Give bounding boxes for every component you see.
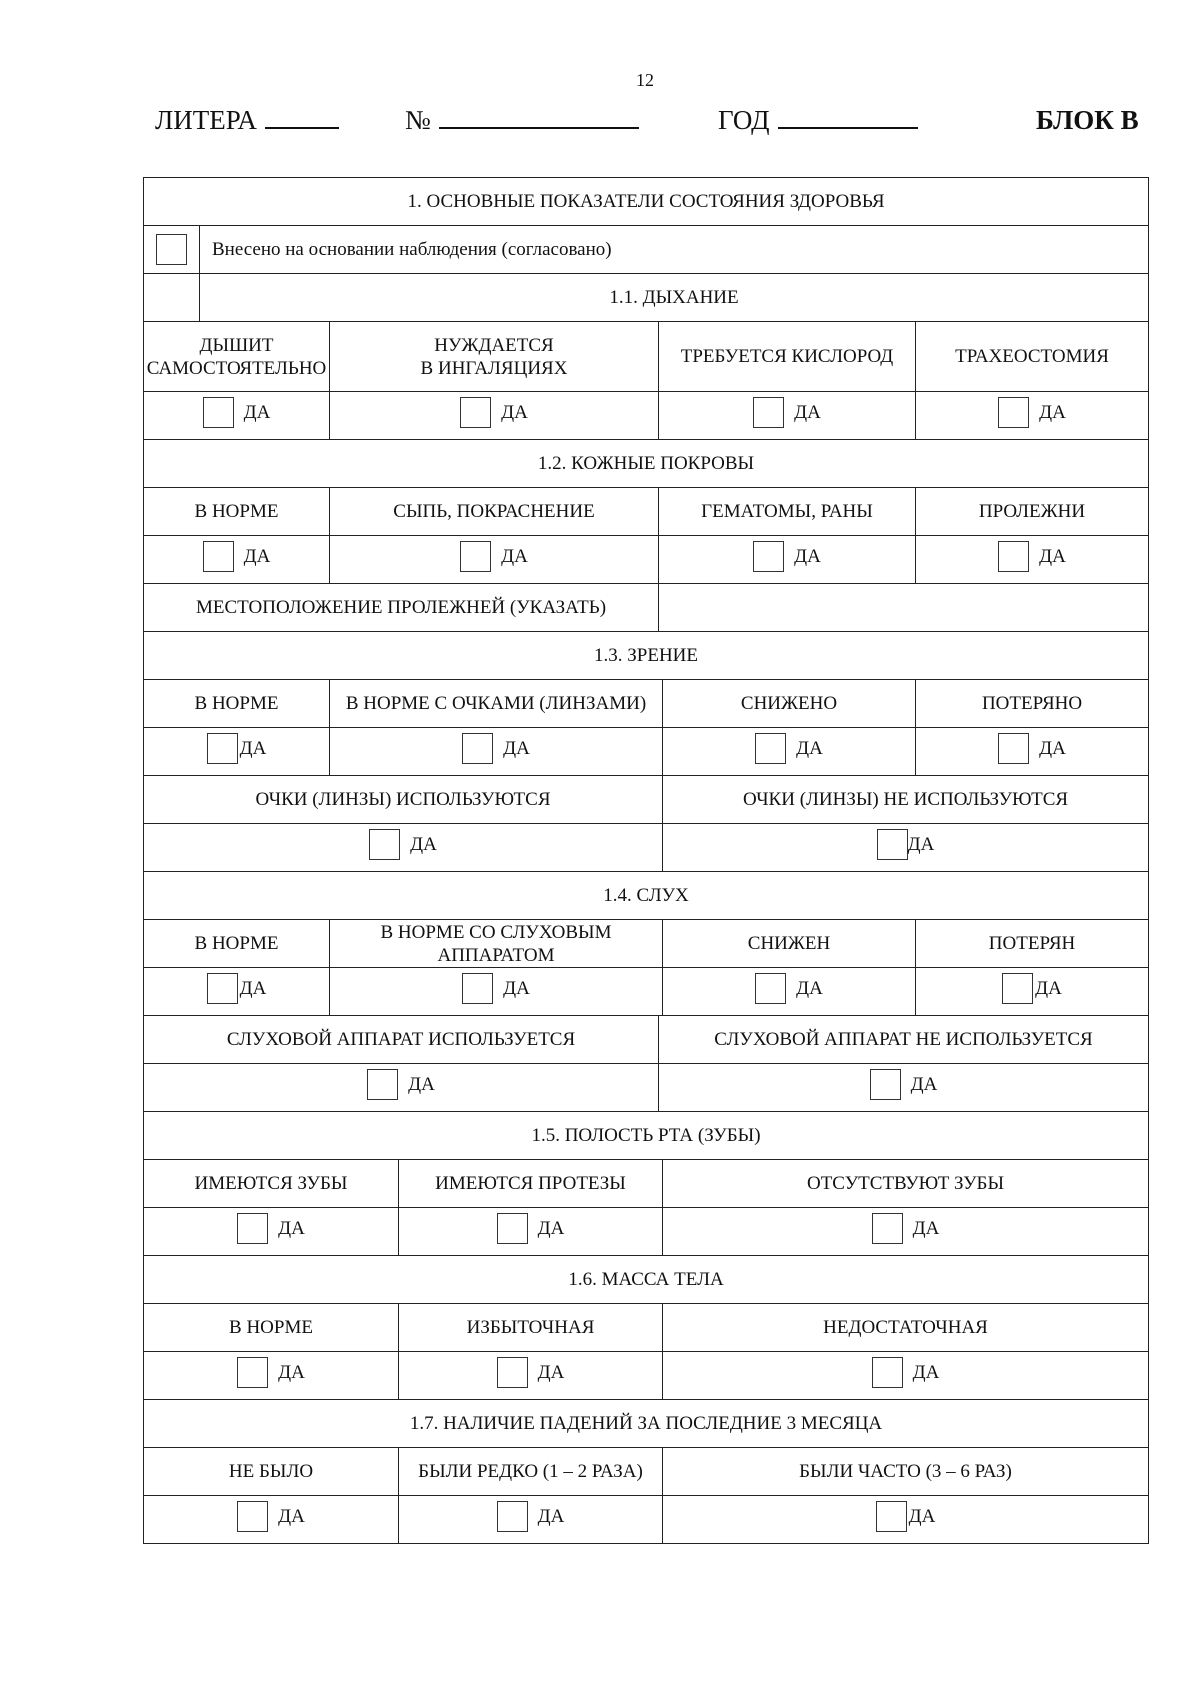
checkbox[interactable]: [237, 1357, 268, 1388]
skin-title-row: [144, 440, 1149, 488]
vision-title: 1.3. ЗРЕНИЕ: [144, 632, 1149, 680]
mouth-title-row: [144, 1112, 1149, 1160]
checkbox[interactable]: [367, 1069, 398, 1100]
checkbox[interactable]: [460, 397, 491, 428]
breathing-yes-self: ДА: [144, 392, 330, 440]
checkbox[interactable]: [203, 397, 234, 428]
weight-option-normal: В НОРМЕ: [144, 1304, 399, 1352]
breathing-yes-inhalation: ДА: [330, 392, 659, 440]
mouth-option-dentures: ИМЕЮТСЯ ПРОТЕЗЫ: [399, 1160, 663, 1208]
breathing-yes-tracheostomy: ДА: [916, 392, 1149, 440]
glasses-not-used-label: ОЧКИ (ЛИНЗЫ) НЕ ИСПОЛЬЗУЮТСЯ: [663, 776, 1149, 824]
mouth-yes-teeth: ДА: [144, 1208, 399, 1256]
falls-yes-none: ДА: [144, 1496, 399, 1544]
checkbox[interactable]: [876, 1501, 907, 1532]
weight-yes-deficient: ДА: [663, 1352, 1149, 1400]
section-1-title-row: [144, 178, 1149, 226]
bedsore-location-label: МЕСТОПОЛОЖЕНИЕ ПРОЛЕЖНЕЙ (УКАЗАТЬ): [144, 584, 659, 632]
checkbox[interactable]: [497, 1357, 528, 1388]
breathing-option-tracheostomy: ТРАХЕОСТОМИЯ: [916, 322, 1149, 392]
breathing-option-inhalation: НУЖДАЕТСЯ В ИНГАЛЯЦИЯХ: [330, 322, 659, 392]
breathing-title-row: [144, 274, 1149, 322]
page-number: 12: [636, 70, 654, 90]
weight-yes-excess: ДА: [399, 1352, 663, 1400]
mouth-yes-no-teeth: ДА: [663, 1208, 1149, 1256]
hearing-yes-normal: ДА: [144, 968, 330, 1016]
falls-checkbox-row: [144, 1496, 1149, 1544]
observation-row: [144, 226, 1149, 274]
falls-option-rare: БЫЛИ РЕДКО (1 – 2 РАЗА): [399, 1448, 663, 1496]
hearing-option-aid: В НОРМЕ СО СЛУХОВЫМ АППАРАТОМ: [330, 920, 663, 968]
hearing-option-reduced: СНИЖЕН: [663, 920, 916, 968]
block-label: БЛОК В: [1036, 105, 1139, 135]
skin-yes-hematoma: ДА: [659, 536, 916, 584]
number-input-line[interactable]: [439, 105, 639, 129]
hearing-aid-not-used-yes: ДА: [659, 1064, 1149, 1112]
weight-title-row: [144, 1256, 1149, 1304]
falls-yes-rare: ДА: [399, 1496, 663, 1544]
mouth-checkbox-row: [144, 1208, 1149, 1256]
checkbox[interactable]: [998, 541, 1029, 572]
hearing-option-lost: ПОТЕРЯН: [916, 920, 1149, 968]
bedsore-location-input[interactable]: [659, 584, 1149, 632]
skin-option-normal: В НОРМЕ: [144, 488, 330, 536]
checkbox[interactable]: [207, 973, 238, 1004]
falls-title-row: [144, 1400, 1149, 1448]
falls-option-frequent: БЫЛИ ЧАСТО (3 – 6 РАЗ): [663, 1448, 1149, 1496]
weight-option-excess: ИЗБЫТОЧНАЯ: [399, 1304, 663, 1352]
checkbox[interactable]: [998, 733, 1029, 764]
falls-title: 1.7. НАЛИЧИЕ ПАДЕНИЙ ЗА ПОСЛЕДНИЕ 3 МЕСЯЦА: [144, 1400, 1149, 1448]
hearing-yes-aid: ДА: [330, 968, 663, 1016]
bedsore-location-row: [144, 584, 1149, 632]
observation-checkbox[interactable]: [156, 234, 187, 265]
checkbox[interactable]: [497, 1213, 528, 1244]
hearing-aid-used-yes: ДА: [144, 1064, 659, 1112]
falls-yes-frequent: ДА: [663, 1496, 1149, 1544]
hearing-checkbox-row: [144, 968, 1149, 1016]
hearing-yes-lost: ДА: [916, 968, 1149, 1016]
hearing-aid-usage-row: [144, 1016, 1149, 1064]
vision-options-row: [144, 680, 1149, 728]
skin-yes-normal: ДА: [144, 536, 330, 584]
litera-label: ЛИТЕРА: [155, 105, 257, 135]
skin-option-rash: СЫПЬ, ПОКРАСНЕНИЕ: [330, 488, 659, 536]
health-indicators-form: [143, 177, 1149, 1544]
weight-yes-normal: ДА: [144, 1352, 399, 1400]
mouth-option-no-teeth: ОТСУТСТВУЮТ ЗУБЫ: [663, 1160, 1149, 1208]
glasses-not-used-yes: ДА: [663, 824, 1149, 872]
checkbox[interactable]: [877, 829, 908, 860]
section-1-title: 1. ОСНОВНЫЕ ПОКАЗАТЕЛИ СОСТОЯНИЯ ЗДОРОВЬЯ: [144, 178, 1149, 226]
mouth-option-teeth: ИМЕЮТСЯ ЗУБЫ: [144, 1160, 399, 1208]
checkbox[interactable]: [237, 1213, 268, 1244]
glasses-used-label: ОЧКИ (ЛИНЗЫ) ИСПОЛЬЗУЮТСЯ: [144, 776, 663, 824]
glasses-usage-row: [144, 776, 1149, 824]
hearing-aid-used-label: СЛУХОВОЙ АППАРАТ ИСПОЛЬЗУЕТСЯ: [144, 1016, 659, 1064]
glasses-checkbox-row: [144, 824, 1149, 872]
breathing-option-self: ДЫШИТ САМОСТОЯТЕЛЬНО: [144, 322, 330, 392]
weight-title: 1.6. МАССА ТЕЛА: [144, 1256, 1149, 1304]
vision-option-normal: В НОРМЕ: [144, 680, 330, 728]
vision-yes-lost: ДА: [916, 728, 1149, 776]
checkbox[interactable]: [462, 733, 493, 764]
checkbox[interactable]: [207, 733, 238, 764]
checkbox[interactable]: [755, 733, 786, 764]
vision-title-row: [144, 632, 1149, 680]
weight-option-deficient: НЕДОСТАТОЧНАЯ: [663, 1304, 1149, 1352]
litera-input-line[interactable]: [265, 105, 339, 129]
skin-option-hematoma: ГЕМАТОМЫ, РАНЫ: [659, 488, 916, 536]
checkbox[interactable]: [237, 1501, 268, 1532]
vision-yes-glasses: ДА: [330, 728, 663, 776]
checkbox[interactable]: [1002, 973, 1033, 1004]
glasses-used-yes: ДА: [144, 824, 663, 872]
observation-note: Внесено на основании наблюдения (согласовано): [200, 226, 1149, 274]
number-label: №: [405, 105, 431, 135]
checkbox[interactable]: [753, 397, 784, 428]
hearing-title-row: [144, 872, 1149, 920]
vision-yes-normal: ДА: [144, 728, 330, 776]
mouth-options-row: [144, 1160, 1149, 1208]
vision-option-reduced: СНИЖЕНО: [663, 680, 916, 728]
checkbox[interactable]: [872, 1357, 903, 1388]
litera-field: [155, 105, 339, 136]
skin-title: 1.2. КОЖНЫЕ ПОКРОВЫ: [144, 440, 1149, 488]
breathing-yes-oxygen: ДА: [659, 392, 916, 440]
checkbox[interactable]: [460, 541, 491, 572]
breathing-title: 1.1. ДЫХАНИЕ: [200, 274, 1149, 322]
vision-option-glasses: В НОРМЕ С ОЧКАМИ (ЛИНЗАМИ): [330, 680, 663, 728]
checkbox[interactable]: [870, 1069, 901, 1100]
hearing-aid-not-used-label: СЛУХОВОЙ АППАРАТ НЕ ИСПОЛЬЗУЕТСЯ: [659, 1016, 1149, 1064]
mouth-title: 1.5. ПОЛОСТЬ РТА (ЗУБЫ): [144, 1112, 1149, 1160]
checkbox[interactable]: [998, 397, 1029, 428]
falls-options-row: [144, 1448, 1149, 1496]
checkbox[interactable]: [497, 1501, 528, 1532]
hearing-aid-checkbox-row: [144, 1064, 1149, 1112]
vision-option-lost: ПОТЕРЯНО: [916, 680, 1149, 728]
checkbox[interactable]: [462, 973, 493, 1004]
checkbox[interactable]: [369, 829, 400, 860]
weight-options-row: [144, 1304, 1149, 1352]
hearing-yes-reduced: ДА: [663, 968, 916, 1016]
skin-yes-bedsores: ДА: [916, 536, 1149, 584]
checkbox[interactable]: [755, 973, 786, 1004]
year-label: ГОД: [718, 105, 770, 135]
checkbox[interactable]: [203, 541, 234, 572]
year-field: [718, 105, 918, 136]
breathing-empty-cell: [144, 274, 200, 322]
weight-checkbox-row: [144, 1352, 1149, 1400]
checkbox[interactable]: [872, 1213, 903, 1244]
skin-checkbox-row: [144, 536, 1149, 584]
falls-option-none: НЕ БЫЛО: [144, 1448, 399, 1496]
breathing-checkbox-row: [144, 392, 1149, 440]
hearing-options-row: [144, 920, 1149, 968]
hearing-title: 1.4. СЛУХ: [144, 872, 1149, 920]
hearing-option-normal: В НОРМЕ: [144, 920, 330, 968]
number-field: [405, 105, 639, 136]
vision-yes-reduced: ДА: [663, 728, 916, 776]
skin-options-row: [144, 488, 1149, 536]
breathing-options-row: [144, 322, 1149, 392]
year-input-line[interactable]: [778, 105, 918, 129]
skin-option-bedsores: ПРОЛЕЖНИ: [916, 488, 1149, 536]
vision-checkbox-row: [144, 728, 1149, 776]
checkbox[interactable]: [753, 541, 784, 572]
mouth-yes-dentures: ДА: [399, 1208, 663, 1256]
observation-checkbox-cell: [144, 226, 200, 274]
skin-yes-rash: ДА: [330, 536, 659, 584]
breathing-option-oxygen: ТРЕБУЕТСЯ КИСЛОРОД: [659, 322, 916, 392]
